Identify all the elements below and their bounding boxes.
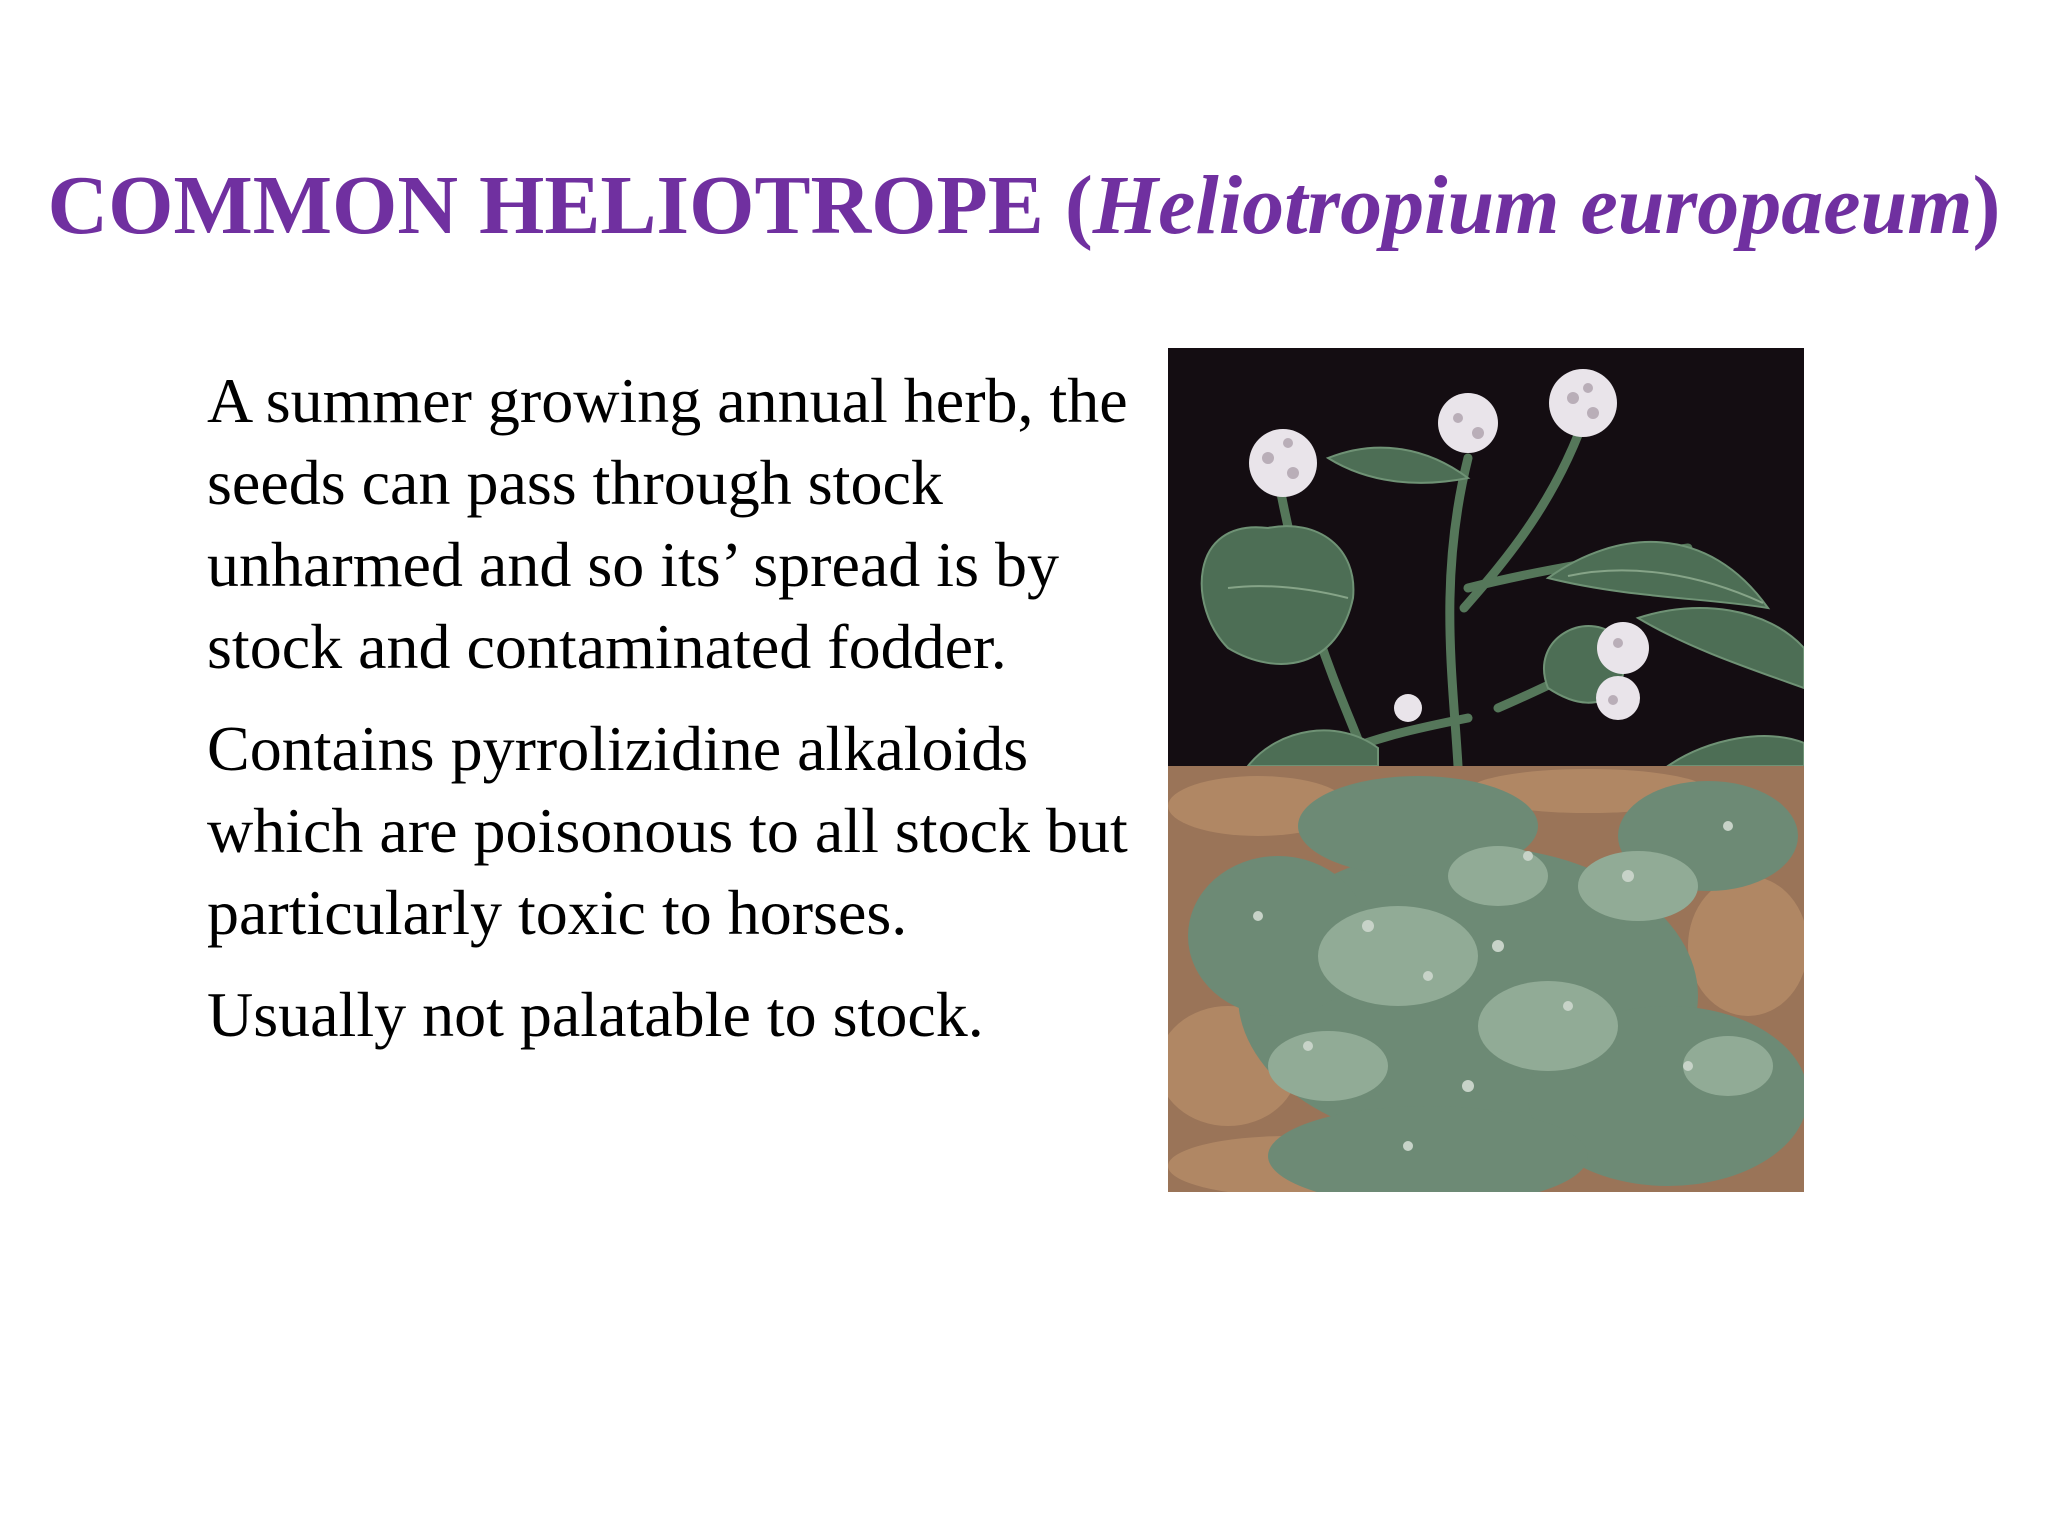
slide-title	[0, 158, 2048, 254]
title-scientific-name: Heliotropium europaeum	[1092, 159, 1973, 252]
paragraph-palatability: Usually not palatable to stock.	[207, 979, 984, 1050]
body-text	[207, 360, 1147, 1076]
photo-stack	[1168, 348, 1804, 1192]
heliotrope-flowering-stem-photo	[1168, 348, 1804, 766]
title-common-name: COMMON HELIOTROPE (	[47, 159, 1093, 252]
paragraph-description: A summer growing annual herb, the seeds can pass through stock unharmed and so its’ spread is by stock and contaminated fodder.	[207, 365, 1128, 682]
title-close-paren: )	[1972, 159, 2001, 252]
heliotrope-plants-on-soil-photo	[1168, 766, 1804, 1192]
paragraph-toxicity: Contains pyrrolizidine alkaloids which are poisonous to all stock but particularly toxic to horses.	[207, 713, 1128, 948]
